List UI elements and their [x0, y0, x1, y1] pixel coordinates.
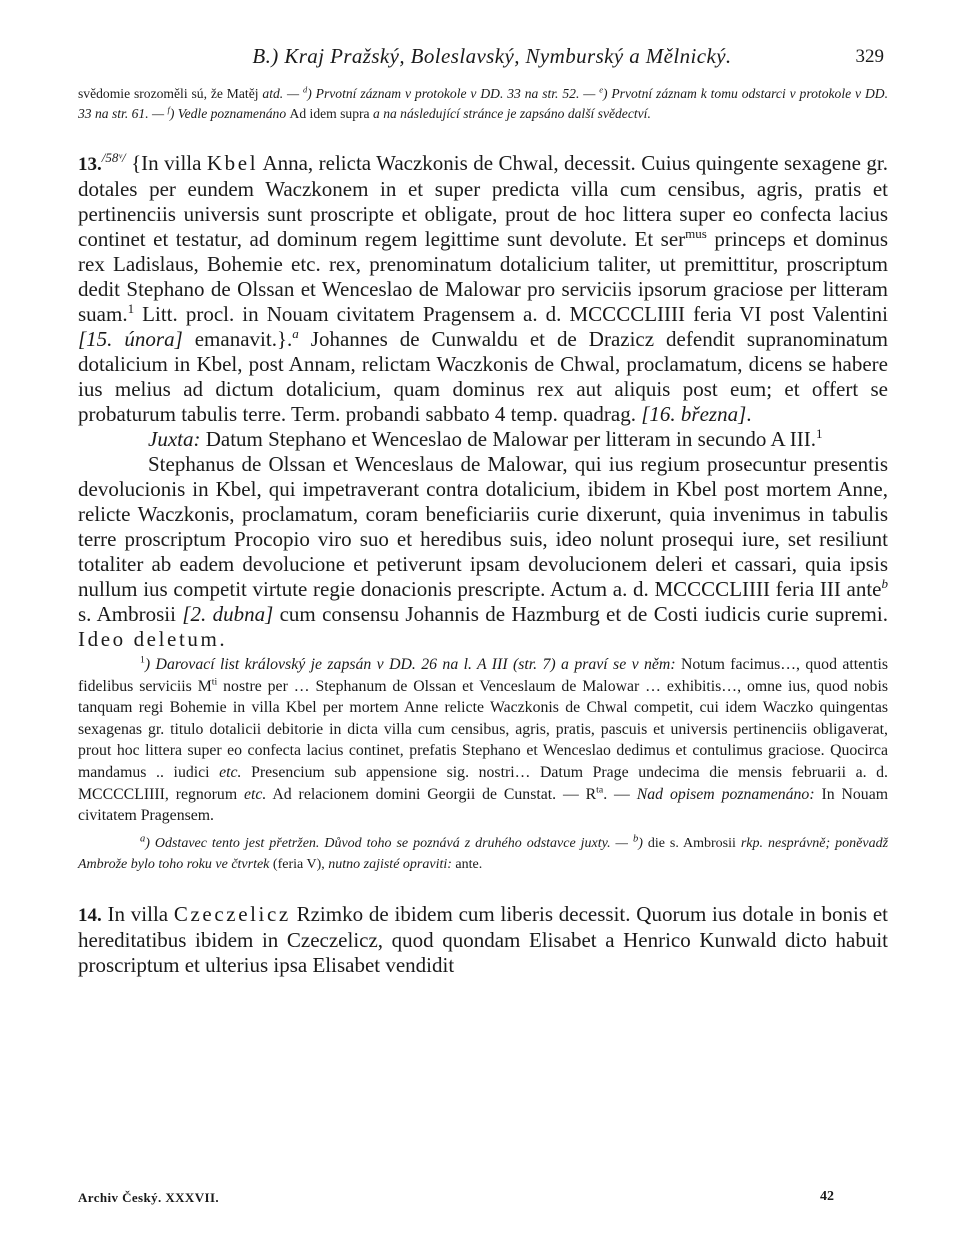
text: Stephanus de Olssan et Wenceslaus de Malowar, qui ius regium prosecuntur presentis devolucionis in Kbel, qui impetraverant contra dotalicium, ibidem in Kbel post mortem Anne, relicte Waczkonis, proclamatum, coram beneficiariis curie dixerunt, quia invenimus in tabulis terre proscriptum Procopio viro suo et heredibus suis, ideo nolunt prosequi iure, set resiliunt totaliter ab eadem devolucione et petiverunt ipsam devolucionem deleri et cassari, quia ipsis nullum ius competit virtute regie donacionis prescripte. Actum a. d. MCCCCLIIII feria III ante	[78, 452, 888, 601]
note-text: ) Prvotní záznam k tomu odstarci v protokole v DD. 33 na str. 61. —	[78, 86, 888, 121]
running-header	[78, 44, 888, 78]
signature-number: 42	[820, 1189, 834, 1204]
text: .	[746, 402, 752, 426]
note-mark: f	[167, 104, 170, 115]
footnote-number: 1	[140, 654, 145, 666]
text: Presencium sub appensione sig. nostri… Datum Prage undecima die mensis februarii a. d. MCCCCLIIII, regnorum	[78, 763, 888, 803]
running-title: B.) Kraj Pražský, Boleslavský, Nymburský a Mělnický.	[252, 44, 732, 68]
note-text: svědomie srozoměli sú, že Matěj	[78, 86, 263, 101]
note-mark: e	[599, 84, 603, 95]
entry-13-paragraph	[78, 151, 888, 427]
text: nesprávně; poněvadž Ambrože bylo toho roku ve čtvrtek	[78, 835, 889, 872]
deletion-note: Ideo deletum.	[78, 627, 228, 651]
entry-number: 13.	[78, 154, 102, 175]
text: Notum facimus…, quod attentis fidelibus serviciis M	[78, 656, 888, 695]
footnote-ref: 1	[127, 301, 135, 316]
place-name: Kbel	[206, 151, 259, 175]
text: Rzimko de ibidem cum liberis decessit. Quorum ius dotale in bonis et hereditatibus ibidem in Czeczelicz, quod quondam Elisabet a Henrico Kunwald dicto habuit proscriptum et ulterius ipsa Elisabet vendidit	[78, 901, 888, 977]
text: Anna, relicta Waczkonis de Chwal, decessit. Cuius quingente sexagene gr. dotales per eundem Waczkonem in et super predicta villa cum censibus, agris, pratis et pertinenciis universis sunt proscripte et obligate, prout de hoc littera super eo confecta lacius continet et testatur, ad dominum regem legittime sunt devolute. Et ser	[78, 151, 888, 251]
publication-title: Archiv Český. XXXVII.	[78, 1190, 220, 1205]
text: In Nouam civitatem Pragensem.	[78, 785, 889, 825]
text: rkp.	[740, 835, 764, 851]
juxta-paragraph	[78, 427, 888, 452]
text: princeps et dominus rex Ladislaus, Bohemie etc. rex, prenominatum dotalicium taliter, ut premittitur, proscriptum dedit Stephano de Olssan et Wenceslao de Malowar pro serviciis ipsorum graciose per litteram suam.	[78, 227, 888, 326]
text: {In villa	[125, 151, 207, 175]
page-number: 329	[855, 46, 884, 67]
page-footer	[78, 1189, 888, 1207]
text: )	[638, 835, 643, 851]
text: emanavit.}.	[182, 327, 293, 351]
footnote-ref: 1	[815, 426, 823, 441]
text: Ad relacionem domini Georgii de Cunstat. — R	[266, 785, 597, 803]
continued-notes	[78, 84, 888, 124]
text: die s. Ambrosii	[642, 835, 741, 851]
text: s. Ambrosii	[78, 602, 183, 626]
note-text: ) Vedle poznamenáno	[169, 106, 290, 121]
date-note: [16. března]	[641, 402, 747, 426]
superscript: ti	[211, 676, 218, 688]
text: cum consensu Johannis de Hazmburg et de Costi iudicis curie supremi.	[273, 602, 888, 626]
text: etc.	[244, 785, 267, 803]
note-text: atd. —	[262, 86, 304, 101]
note-ref: a	[292, 326, 299, 341]
juxta-label: Juxta:	[148, 427, 201, 451]
folio-ref: /58ᵛ/	[101, 150, 126, 165]
superscript: ta	[596, 784, 604, 796]
note-text: ) Prvotní záznam v protokole v DD. 33 na str. 52. —	[307, 86, 600, 101]
text: (feria V),	[269, 856, 329, 872]
date-note: [15. února]	[78, 327, 183, 351]
text: In villa	[101, 901, 174, 926]
text: ) Darovací list královský je zapsán v DD. 26 na l. A III (str. 7) a praví se v něm:	[144, 656, 676, 673]
text: Datum Stephano et Wenceslao de Malowar per litteram in secundo A III.	[200, 427, 816, 451]
place-name: Czeczelicz	[173, 901, 291, 926]
text: ante.	[451, 856, 483, 872]
text: . —	[603, 785, 637, 803]
text: Johannes de Cunwaldu et de Drazicz defendit supranominatum dotalicium in Kbel, post Annam, relictam Waczkonis de Chwal, proclamatum, dicens se habere ius melius ad dictum dotalicium, quam dominus rex aut aliquis post eum; et offert se probaturum tabulis terre. Term. probandi sabbato 4 temp. quadrag.	[78, 327, 888, 426]
text: nutno zajisté opraviti:	[328, 856, 452, 872]
entry-number: 14.	[78, 904, 102, 926]
superscript: mus	[685, 226, 707, 241]
text: Nad opisem poznamenáno:	[636, 785, 815, 803]
entry-13-second-paragraph	[78, 452, 888, 652]
note-ref: b	[881, 576, 888, 591]
text: nostre per … Stephanum de Olssan et Venceslaum de Malowar … exhibitis…, omne ius, quod nobis tanquam regi Bohemie in villa Kbel per mortem Anne relicte Waczkonis de Chwal competit, cui idem Waczko quingentas sexagenas gr. titulo dotalicii debitorie in dicta villa cum censibus, agris, pratis, pascuis et universis pertinenciis obligaverat, prout hoc littera super eo confecta lacius continet, prefatis Stephano et Wenceslao dedimus et contulimus graciose. Quocirca mandamus .. iudici	[78, 677, 888, 781]
footnote-1	[78, 654, 888, 827]
note-mark: a	[140, 833, 146, 845]
text: ) Odstavec tento jest přetržen. Důvod toho se poznává z druhého odstavce juxty. —	[145, 835, 633, 851]
note-text: a na následující stránce je zapsáno další svědectví.	[369, 106, 651, 121]
note-mark: b	[632, 833, 639, 845]
date-note: [2. dubna]	[182, 602, 274, 626]
text: Litt. procl. in Nouam civitatem Pragensem a. d. MCCCCLIIII feria VI post Valentini	[134, 302, 888, 326]
entry-14-paragraph	[78, 902, 888, 978]
note-text: Ad idem supra	[289, 106, 370, 121]
editorial-notes	[78, 833, 888, 875]
note-mark: d	[303, 84, 308, 95]
text: etc.	[219, 763, 242, 781]
